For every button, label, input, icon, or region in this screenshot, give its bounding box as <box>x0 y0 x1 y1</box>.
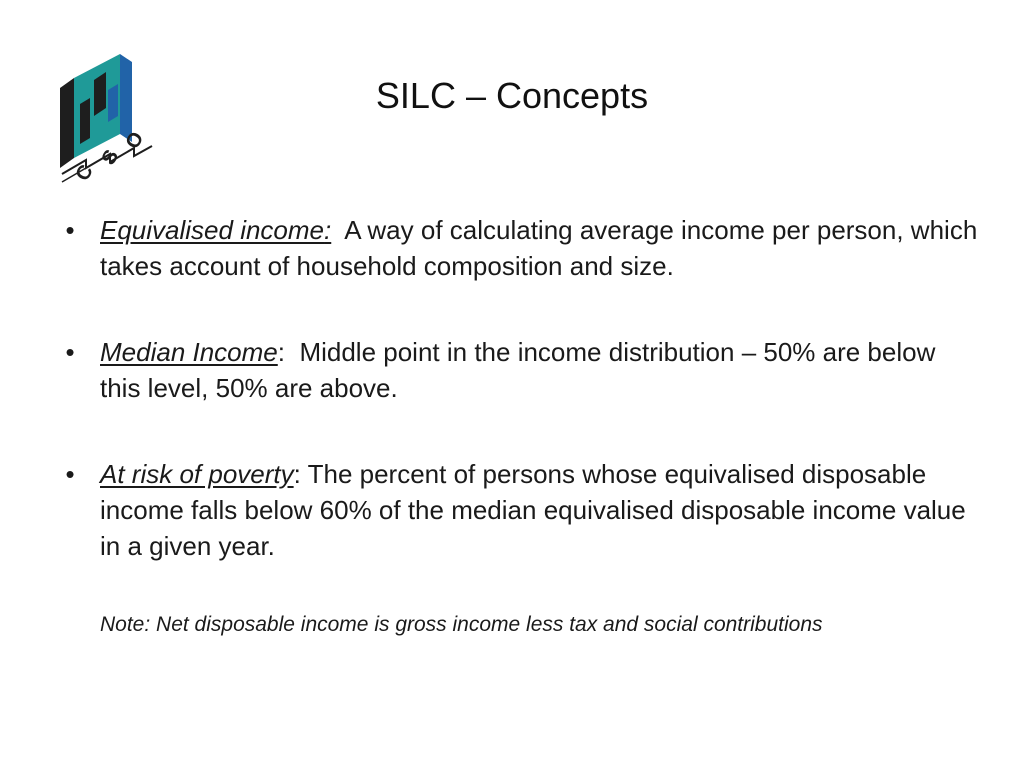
bullet-list <box>60 212 985 614</box>
bullet-item-equivalised-income <box>60 212 985 284</box>
bullet-item-at-risk-of-poverty <box>60 456 980 564</box>
definition-median-income: Middle point in the income distribution – 50% are below this level, 50% are above. <box>100 337 943 403</box>
term-median-income: Median Income <box>100 337 278 367</box>
footnote: Note: Net disposable income is gross income less tax and social contributions <box>100 613 823 636</box>
bullet-dot-icon: • <box>65 337 75 367</box>
definition-equivalised-income: A way of calculating average income per person, which takes account of household composition and size. <box>100 215 985 281</box>
cso-logo-icon <box>56 50 156 190</box>
term-at-risk-of-poverty: At risk of poverty <box>100 459 294 489</box>
bullet-dot-icon: • <box>65 459 75 489</box>
term-separator: : <box>293 459 301 489</box>
term-separator: : <box>277 337 285 367</box>
slide-title: SILC – Concepts <box>375 75 649 116</box>
term-equivalised-income: Equivalised income: <box>100 215 332 245</box>
logo-letter-s: S <box>97 146 124 169</box>
logo-letter-o: O <box>121 128 149 153</box>
bullet-dot-icon: • <box>65 215 75 245</box>
bullet-item-median-income <box>60 334 980 406</box>
logo-letter-c: C <box>71 161 98 185</box>
definition-at-risk-of-poverty: The percent of persons whose equivalised disposable income falls below 60% of the median equivalised disposable income value in a given year. <box>100 459 973 561</box>
